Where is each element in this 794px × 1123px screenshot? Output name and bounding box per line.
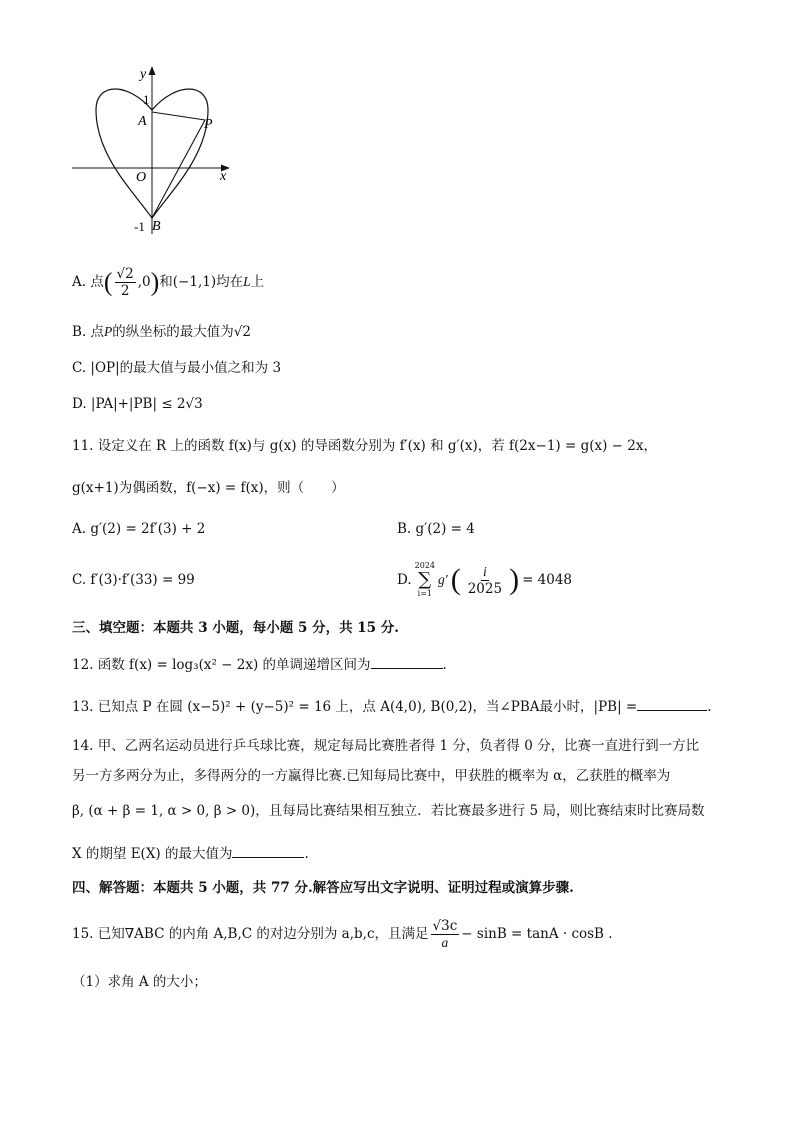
label-A: A (138, 114, 147, 129)
label-B: B (152, 219, 161, 234)
q11-option-c: C. f′(3)·f′(33) = 99 (72, 572, 195, 588)
q10-option-a: A. 点( $\frac{√2}{2}$ ,0)和(−1,1)均在L上 (72, 266, 265, 299)
q15-stem: 15. 已知∇ABC 的内角 A,B,C 的对边分别为 a,b,c，且满足 $\frac{√3c}{a}$ − sinB = tanA · cosB . (72, 918, 613, 950)
q14-line3: β, (α + β = 1, α > 0, β > 0)，且每局比赛结果相互独立．若比赛最多进行 5 局，则比赛结束时比赛局数 (72, 803, 705, 819)
fraction: $\frac{√3c}{a}$ (432, 918, 458, 950)
q13: 13. 已知点 P 在圆 (x−5)² + (y−5)² = 16 上，点 A(4,0), B(0,2)，当∠PBA最小时，|PB| = . (72, 696, 712, 717)
answer-blank[interactable] (637, 696, 707, 711)
label-y: y (140, 67, 147, 82)
q10-option-c: C. |OP|的最大值与最小值之和为 3 (72, 360, 282, 376)
q11-option-b: B. g′(2) = 4 (397, 521, 475, 537)
q11-stem-line2: g(x+1)为偶函数，f(−x) = f(x)，则（ ） (72, 480, 345, 496)
label-P: P (204, 117, 213, 132)
q14-line1: 14. 甲、乙两名运动员进行乒乓球比赛，规定每局比赛胜者得 1 分，负者得 0 分，比赛一直进行到一方比 (72, 738, 700, 754)
fraction: $\frac{√2}{2}$ (116, 266, 134, 299)
answer-blank[interactable] (232, 843, 304, 858)
heart-curve-figure (66, 60, 246, 240)
fraction: $\frac{i}{2025}$ (467, 563, 503, 597)
section-3-title: 三、填空题：本题共 3 小题，每小题 5 分，共 15 分. (72, 620, 399, 636)
section-4-title: 四、解答题：本题共 5 小题，共 77 分.解答应写出文字说明、证明过程或演算步骤. (72, 880, 574, 896)
q11-stem-line1: 11. 设定义在 R 上的函数 f(x)与 g(x) 的导函数分别为 f′(x) 和 g′(x)，若 f(2x−1) = g(x) − 2x， (72, 438, 657, 454)
label-tick-1: 1 (143, 92, 150, 107)
q15-part1: （1）求角 A 的大小； (72, 974, 207, 990)
q12: 12. 函数 f(x) = log₃(x² − 2x) 的单调递增区间为 . (72, 654, 447, 675)
y-axis-arrow (149, 66, 156, 75)
label-tick-neg1: -1 (134, 219, 145, 234)
q10-option-d: D. |PA|+|PB| ≤ 2√3 (72, 396, 203, 412)
q14-line4: X 的期望 E(X) 的最大值为 . (72, 843, 309, 864)
segment-PB (152, 120, 205, 218)
answer-blank[interactable] (371, 654, 443, 669)
q11-option-d: D. 2024 ∑ i=1 g′ ( $\frac{i}{2025}$ ) = 4048 (397, 561, 573, 598)
label-origin: O (136, 170, 147, 185)
q11-option-a: A. g′(2) = 2f′(3) + 2 (72, 521, 206, 537)
q10-option-b: B. 点P的纵坐标的最大值为√2 (72, 324, 251, 340)
summation: 2024 ∑ i=1 (414, 561, 435, 598)
q14-line2: 另一方多两分为止，多得两分的一方赢得比赛.已知每局比赛中，甲获胜的概率为 α，乙获胜的概率为 (72, 768, 671, 784)
segment-AP (152, 112, 205, 120)
label-x: x (220, 169, 227, 184)
